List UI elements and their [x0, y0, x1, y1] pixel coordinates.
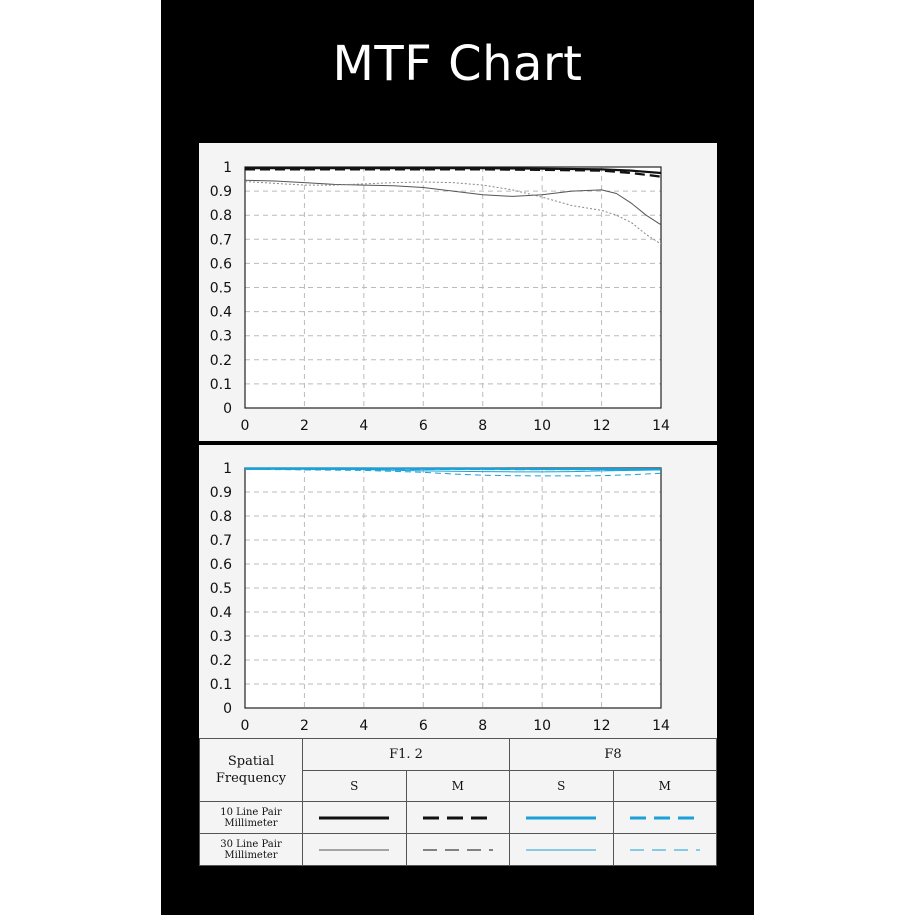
- legend-header-f12: F1. 2: [303, 739, 510, 771]
- legend-sub-f8-m: M: [613, 771, 717, 802]
- y-tick-label: 0.6: [209, 557, 232, 573]
- x-tick-label: 2: [299, 718, 309, 734]
- x-tick-label: 2: [299, 418, 309, 434]
- swatch-f12-s10: [303, 802, 407, 834]
- legend-row-10lp: 10 Line Pair Millimeter: [200, 802, 303, 834]
- chart-panel-f12: [199, 143, 717, 441]
- y-tick-label: 0.4: [209, 605, 232, 621]
- swatch-f8-s30: [510, 834, 614, 866]
- mtf-chart-f8: [199, 445, 717, 738]
- swatch-f8-m30: [613, 834, 717, 866]
- x-tick-label: 12: [592, 418, 611, 434]
- y-tick-label: 0.1: [209, 376, 232, 393]
- legend-header-spatial-frequency: [200, 739, 303, 802]
- swatch-f12-s30: [303, 834, 407, 866]
- x-tick-label: 6: [418, 418, 428, 434]
- x-tick-label: 8: [478, 718, 488, 734]
- legend-header-f8: F8: [510, 739, 717, 771]
- spatial-frequency-label: Spatial Frequency: [215, 754, 287, 786]
- y-tick-label: 0.6: [209, 256, 232, 273]
- y-tick-label: 0.9: [209, 184, 232, 201]
- y-tick-label: 1: [223, 160, 232, 176]
- y-tick-label: 0.2: [209, 352, 232, 369]
- x-tick-label: 8: [478, 418, 488, 434]
- swatch-f12-m30: [406, 834, 510, 866]
- swatch-f12-m10: [406, 802, 510, 834]
- x-tick-label: 14: [652, 718, 670, 734]
- x-tick-label: 6: [418, 718, 428, 734]
- x-tick-label: 4: [359, 418, 369, 434]
- y-tick-label: 0.8: [209, 208, 232, 225]
- y-tick-label: 0.7: [209, 232, 232, 249]
- mtf-chart-f12: [199, 143, 717, 441]
- page-title: MTF Chart: [332, 36, 583, 92]
- legend-sub-f8-s: S: [510, 771, 614, 802]
- y-tick-label: 0.8: [209, 509, 232, 525]
- x-tick-label: 12: [592, 718, 611, 734]
- y-tick-label: 0.9: [209, 485, 232, 501]
- y-tick-label: 0: [223, 701, 232, 717]
- legend-row-30lp: 30 Line Pair Millimeter: [200, 834, 303, 866]
- y-tick-label: 1: [223, 461, 232, 477]
- y-tick-label: 0.3: [209, 629, 232, 645]
- y-tick-label: 0.1: [209, 677, 232, 693]
- y-tick-label: 0.7: [209, 533, 232, 549]
- x-tick-label: 0: [240, 718, 250, 734]
- legend-table: [199, 738, 717, 866]
- y-tick-label: 0.5: [209, 280, 232, 297]
- swatch-f8-m10: [613, 802, 717, 834]
- y-tick-label: 0.2: [209, 653, 232, 669]
- legend-sub-f12-s: S: [303, 771, 407, 802]
- x-tick-label: 0: [240, 418, 250, 434]
- x-tick-label: 10: [533, 418, 552, 434]
- swatch-f8-s10: [510, 802, 614, 834]
- y-tick-label: 0.5: [209, 581, 232, 597]
- x-tick-label: 4: [359, 718, 369, 734]
- chart-panel-f8: [199, 445, 717, 738]
- legend-sub-f12-m: M: [406, 771, 510, 802]
- y-tick-label: 0: [223, 401, 232, 417]
- x-tick-label: 10: [533, 718, 552, 734]
- y-tick-label: 0.4: [209, 304, 232, 321]
- x-tick-label: 14: [652, 418, 670, 434]
- y-tick-label: 0.3: [209, 328, 232, 345]
